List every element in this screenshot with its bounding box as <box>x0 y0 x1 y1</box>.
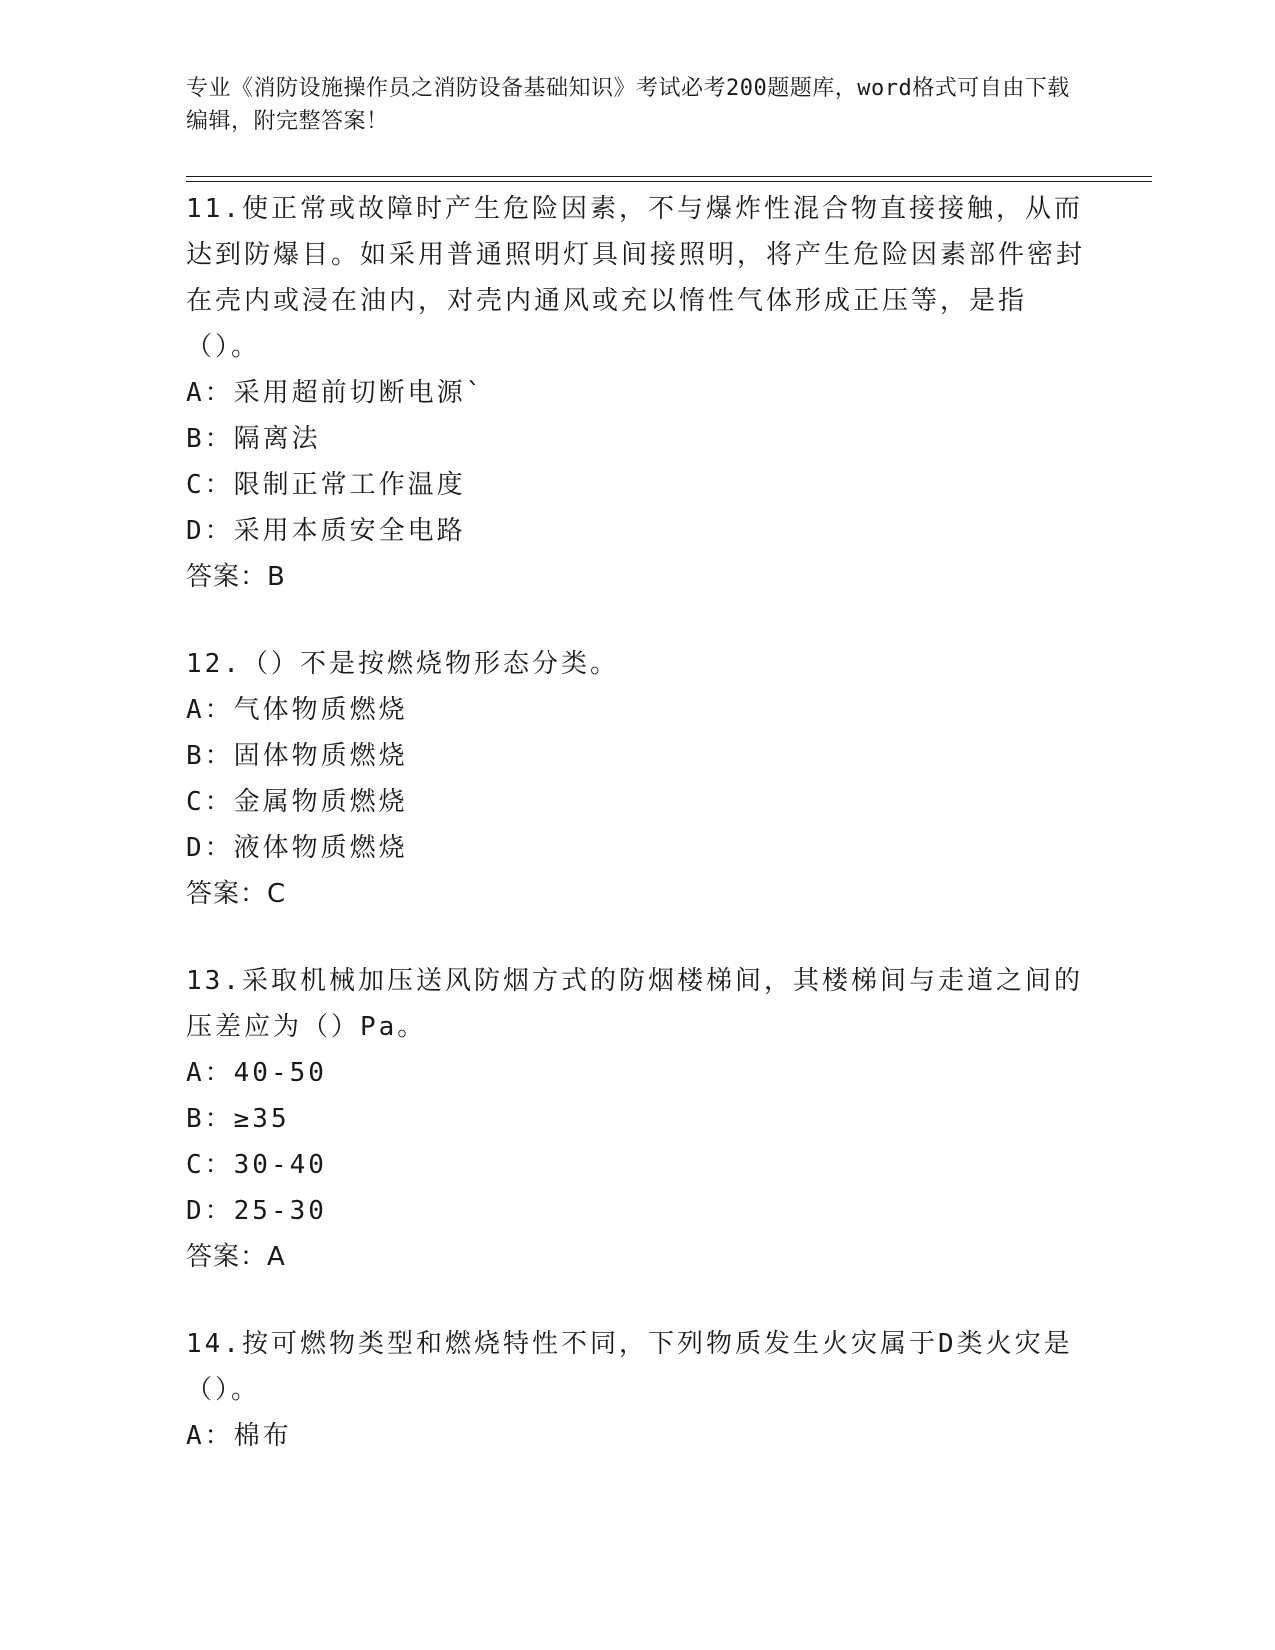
question-13 <box>186 958 1086 1280</box>
option-a: A：采用超前切断电源` <box>186 378 485 408</box>
option-b: B：≥35 <box>186 1104 290 1134</box>
option-b: B：隔离法 <box>186 424 321 454</box>
option-a: A：气体物质燃烧 <box>186 695 408 725</box>
question-text: 11.使正常或故障时产生危险因素，不与爆炸性混合物直接接触，从而达到防爆目。如采用普通照明灯具间接照明，将产生危险因素部件密封在壳内或浸在油内，对壳内通风或充以惰性气体形成正压等，是指（）。 <box>186 194 1086 362</box>
question-14 <box>186 1321 1086 1459</box>
option-b: B：固体物质燃烧 <box>186 741 408 771</box>
option-a: A：40-50 <box>186 1058 327 1088</box>
option-c: C：金属物质燃烧 <box>186 787 408 817</box>
answer: 答案：C <box>186 879 287 909</box>
option-c: C：限制正常工作温度 <box>186 470 466 500</box>
question-text: 13.采取机械加压送风防烟方式的防烟楼梯间，其楼梯间与走道之间的压差应为（）Pa。 <box>186 966 1083 1042</box>
answer: 答案：B <box>186 562 286 592</box>
question-11 <box>186 186 1086 600</box>
question-list <box>186 186 1086 1500</box>
option-a: A：棉布 <box>186 1421 292 1451</box>
document-header: 专业《消防设施操作员之消防设备基础知识》考试必考200题题库，word格式可自由下载编辑，附完整答案！ <box>186 76 1070 134</box>
option-d: D：采用本质安全电路 <box>186 516 466 546</box>
header-divider <box>186 176 1152 182</box>
question-text: 12.（）不是按燃烧物形态分类。 <box>186 649 619 679</box>
option-d: D：25-30 <box>186 1196 327 1226</box>
question-text: 14.按可燃物类型和燃烧特性不同，下列物质发生火灾属于D类火灾是（）。 <box>186 1329 1073 1405</box>
answer: 答案：A <box>186 1242 286 1272</box>
option-d: D：液体物质燃烧 <box>186 833 408 863</box>
question-12 <box>186 641 1086 917</box>
option-c: C：30-40 <box>186 1150 327 1180</box>
